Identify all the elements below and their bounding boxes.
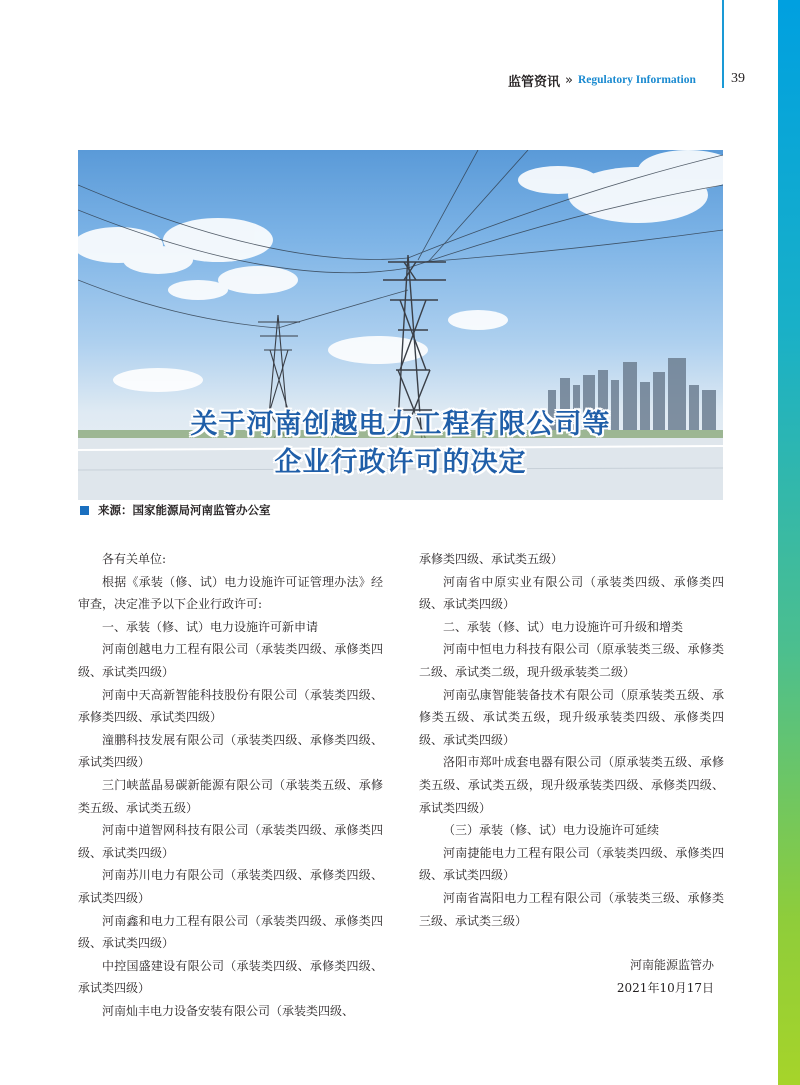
company-entry: 河南中天高新智能科技股份有限公司（承装类四级、承修类四级、承试类四级） [78,687,383,725]
company-entry: 河南苏川电力有限公司（承装类四级、承修类四级、承试类四级） [78,868,383,905]
header-divider-line [722,0,724,88]
company-entry: 三门峡蓝晶易碳新能源有限公司（承装类五级、承修类五级、承试类五级） [78,777,383,815]
company-entry: 河南弘康智能装备技术有限公司（原承装类五级、承修类五级、承试类五级，现升级承装类四级、承修类四级、承试类四级） [419,687,724,747]
hero-banner [78,150,723,500]
page-number: 39 [731,71,745,86]
edge-color-strip [778,0,800,1085]
paragraph: 根据《承装（修、试）电力设施许可证管理办法》经审查，决定准予以下企业行政许可: [78,574,383,612]
company-entry: 中控国盛建设有限公司（承装类四级、承修类四级、承试类四级） [78,958,383,996]
right-column [419,548,724,999]
chevron-right-icon: » [565,72,573,88]
section-heading: 一、承装（修、试）电力设施许可新申请 [102,619,319,634]
company-entry: 河南省中原实业有限公司（承装类四级、承修类四级、承试类四级） [419,574,724,612]
company-entry: 河南灿丰电力设备安装有限公司（承装类四级、 [102,1003,355,1018]
section-heading: 二、承装（修、试）电力设施许可升级和增类 [443,619,684,634]
article-title-line-1: 关于河南创越电力工程有限公司等 [190,409,611,440]
company-entry: 河南鑫和电力工程有限公司（承装类四级、承修类四级、承试类四级） [78,913,383,951]
section-heading: （三）承装（修、试）电力设施许可延续 [443,823,660,838]
article-title-line-2: 企业行政许可的决定 [274,447,527,478]
signature-date: 2021年10月17日 [616,980,714,995]
square-bullet-icon [80,506,89,515]
company-entry: 河南创越电力工程有限公司（承装类四级、承修类四级、承试类四级） [78,642,383,679]
company-entry: 河南捷能电力工程有限公司（承装类四级、承修类四级、承试类四级） [419,845,724,883]
running-header [508,70,696,90]
company-entry: 河南中恒电力科技有限公司（原承装类三级、承修类二级、承试类二级，现升级承装类二级） [419,642,724,679]
company-entry: 河南省嵩阳电力工程有限公司（承装类三级、承修类三级、承试类三级） [419,890,724,928]
section-title-en: Regulatory Information [577,74,696,86]
source-bar [78,500,723,520]
company-entry: 河南中道智网科技有限公司（承装类四级、承修类四级、承试类四级） [78,823,383,860]
company-entry: 洛阳市郑叶成套电器有限公司（原承装类五级、承修类五级、承试类五级，现升级承装类四级、承修类四级、承试类四级） [419,755,724,815]
company-entry: 潼鹏科技发展有限公司（承装类四级、承修类四级、承试类四级） [78,732,383,770]
source-text: 来源：国家能源局河南监管办公室 [98,503,271,517]
company-entry-continued: 承修类四级、承试类五级） [419,552,564,566]
paragraph: 各有关单位: [102,552,167,566]
left-column [78,548,383,1022]
section-title-cn: 监管资讯 [508,74,561,90]
signature-org: 河南能源监管办 [629,958,714,973]
